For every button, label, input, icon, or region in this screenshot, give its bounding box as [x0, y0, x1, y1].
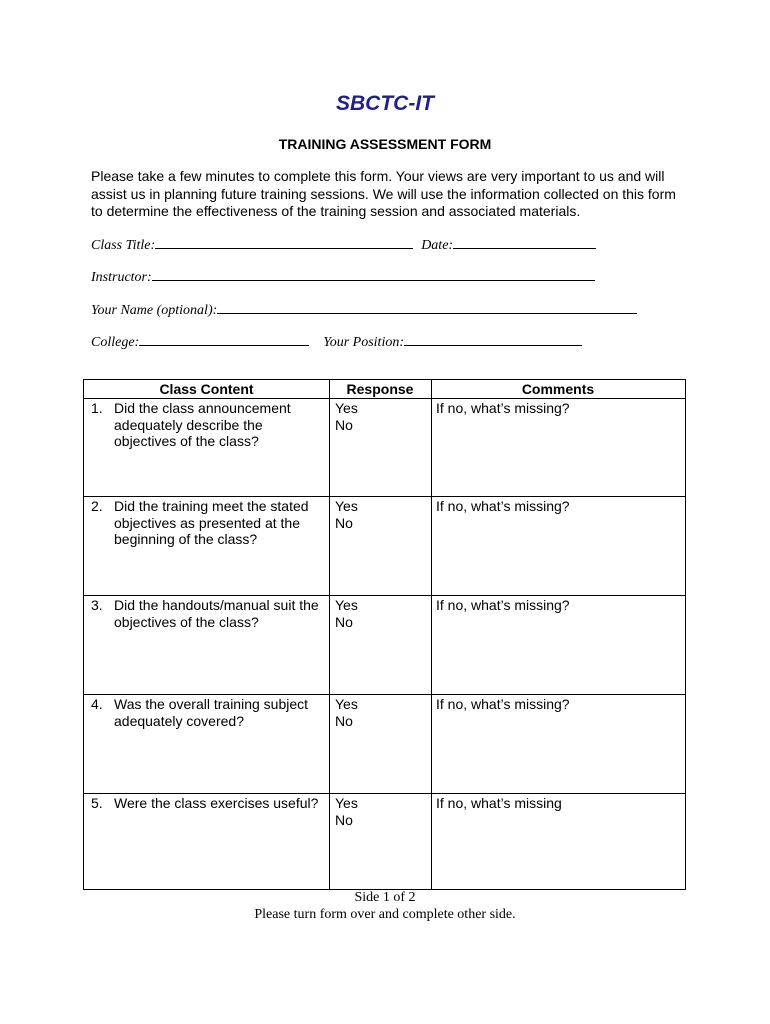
table-header — [84, 380, 685, 399]
header-comments: Comments — [521, 381, 595, 397]
college-field[interactable] — [139, 333, 309, 346]
response-no[interactable]: No — [335, 416, 353, 433]
table-row — [84, 497, 685, 596]
intro-line: to determine the effectiveness of the training session and associated materials. — [91, 203, 581, 219]
response-options — [335, 696, 358, 729]
your-position-field[interactable] — [404, 333, 582, 346]
response-yes[interactable]: Yes — [335, 597, 358, 613]
form-title: TRAINING ASSESSMENT FORM — [278, 136, 492, 152]
response-options — [335, 498, 358, 531]
response-yes[interactable]: Yes — [335, 696, 358, 712]
question-number: 3. — [91, 597, 103, 613]
table-row — [84, 596, 685, 695]
comment-prompt[interactable]: If no, what’s missing? — [436, 498, 570, 514]
page-indicator: Side 1 of 2 — [354, 890, 416, 905]
response-options — [335, 400, 358, 433]
class-title-label: Class Title: — [91, 238, 156, 253]
date-field[interactable] — [453, 236, 596, 249]
intro-line: assist us in planning future training sessions. We will use the information collected on this form — [91, 185, 676, 202]
question-number: 2. — [91, 498, 103, 514]
column-divider — [431, 380, 432, 889]
class-title-field[interactable] — [155, 236, 413, 249]
response-no[interactable]: No — [335, 811, 353, 828]
table-row — [84, 399, 685, 497]
college-label: College: — [91, 335, 140, 350]
class-title-row — [91, 236, 596, 254]
question-text: Were the class exercises useful? — [114, 795, 319, 811]
intro-paragraph — [91, 168, 691, 221]
question-number: 1. — [91, 400, 103, 416]
instructor-row — [91, 268, 595, 286]
your-name-field[interactable] — [217, 301, 637, 314]
response-yes[interactable]: Yes — [335, 795, 358, 811]
instructor-label: Instructor: — [91, 270, 152, 285]
header-response: Response — [346, 381, 414, 397]
question-text: Did the training meet the stated objectives as presented at the beginning of the class? — [114, 498, 309, 547]
response-options — [335, 795, 358, 828]
response-yes[interactable]: Yes — [335, 498, 358, 514]
question-text: Did the class announcement adequately describe the objectives of the class? — [114, 400, 291, 449]
org-title: SBCTC-IT — [336, 92, 434, 115]
date-label: Date: — [421, 238, 454, 253]
question-number: 5. — [91, 795, 103, 811]
your-position-label: Your Position: — [323, 335, 404, 350]
comment-prompt[interactable]: If no, what’s missing? — [436, 597, 570, 613]
footer-note: Please turn form over and complete other side. — [254, 907, 516, 922]
your-name-row — [91, 301, 637, 319]
header-class-content: Class Content — [159, 381, 254, 397]
response-no[interactable]: No — [335, 613, 353, 630]
table-row — [84, 794, 685, 889]
assessment-table — [83, 379, 686, 890]
comment-prompt[interactable]: If no, what’s missing? — [436, 400, 570, 416]
question-number: 4. — [91, 696, 103, 712]
instructor-field[interactable] — [152, 268, 595, 281]
comment-prompt[interactable]: If no, what’s missing — [436, 795, 562, 811]
response-no[interactable]: No — [335, 514, 353, 531]
response-no[interactable]: No — [335, 712, 353, 729]
your-name-label: Your Name (optional): — [91, 303, 218, 318]
question-text: Did the handouts/manual suit the objectives of the class? — [114, 597, 319, 630]
response-options — [335, 597, 358, 630]
response-yes[interactable]: Yes — [335, 400, 358, 416]
table-row — [84, 695, 685, 794]
college-row — [91, 333, 582, 351]
question-text: Was the overall training subject adequately covered? — [114, 696, 309, 729]
comment-prompt[interactable]: If no, what’s missing? — [436, 696, 570, 712]
column-divider — [329, 380, 330, 889]
intro-line: Please take a few minutes to complete this form. Your views are very important to us and will — [91, 168, 665, 184]
